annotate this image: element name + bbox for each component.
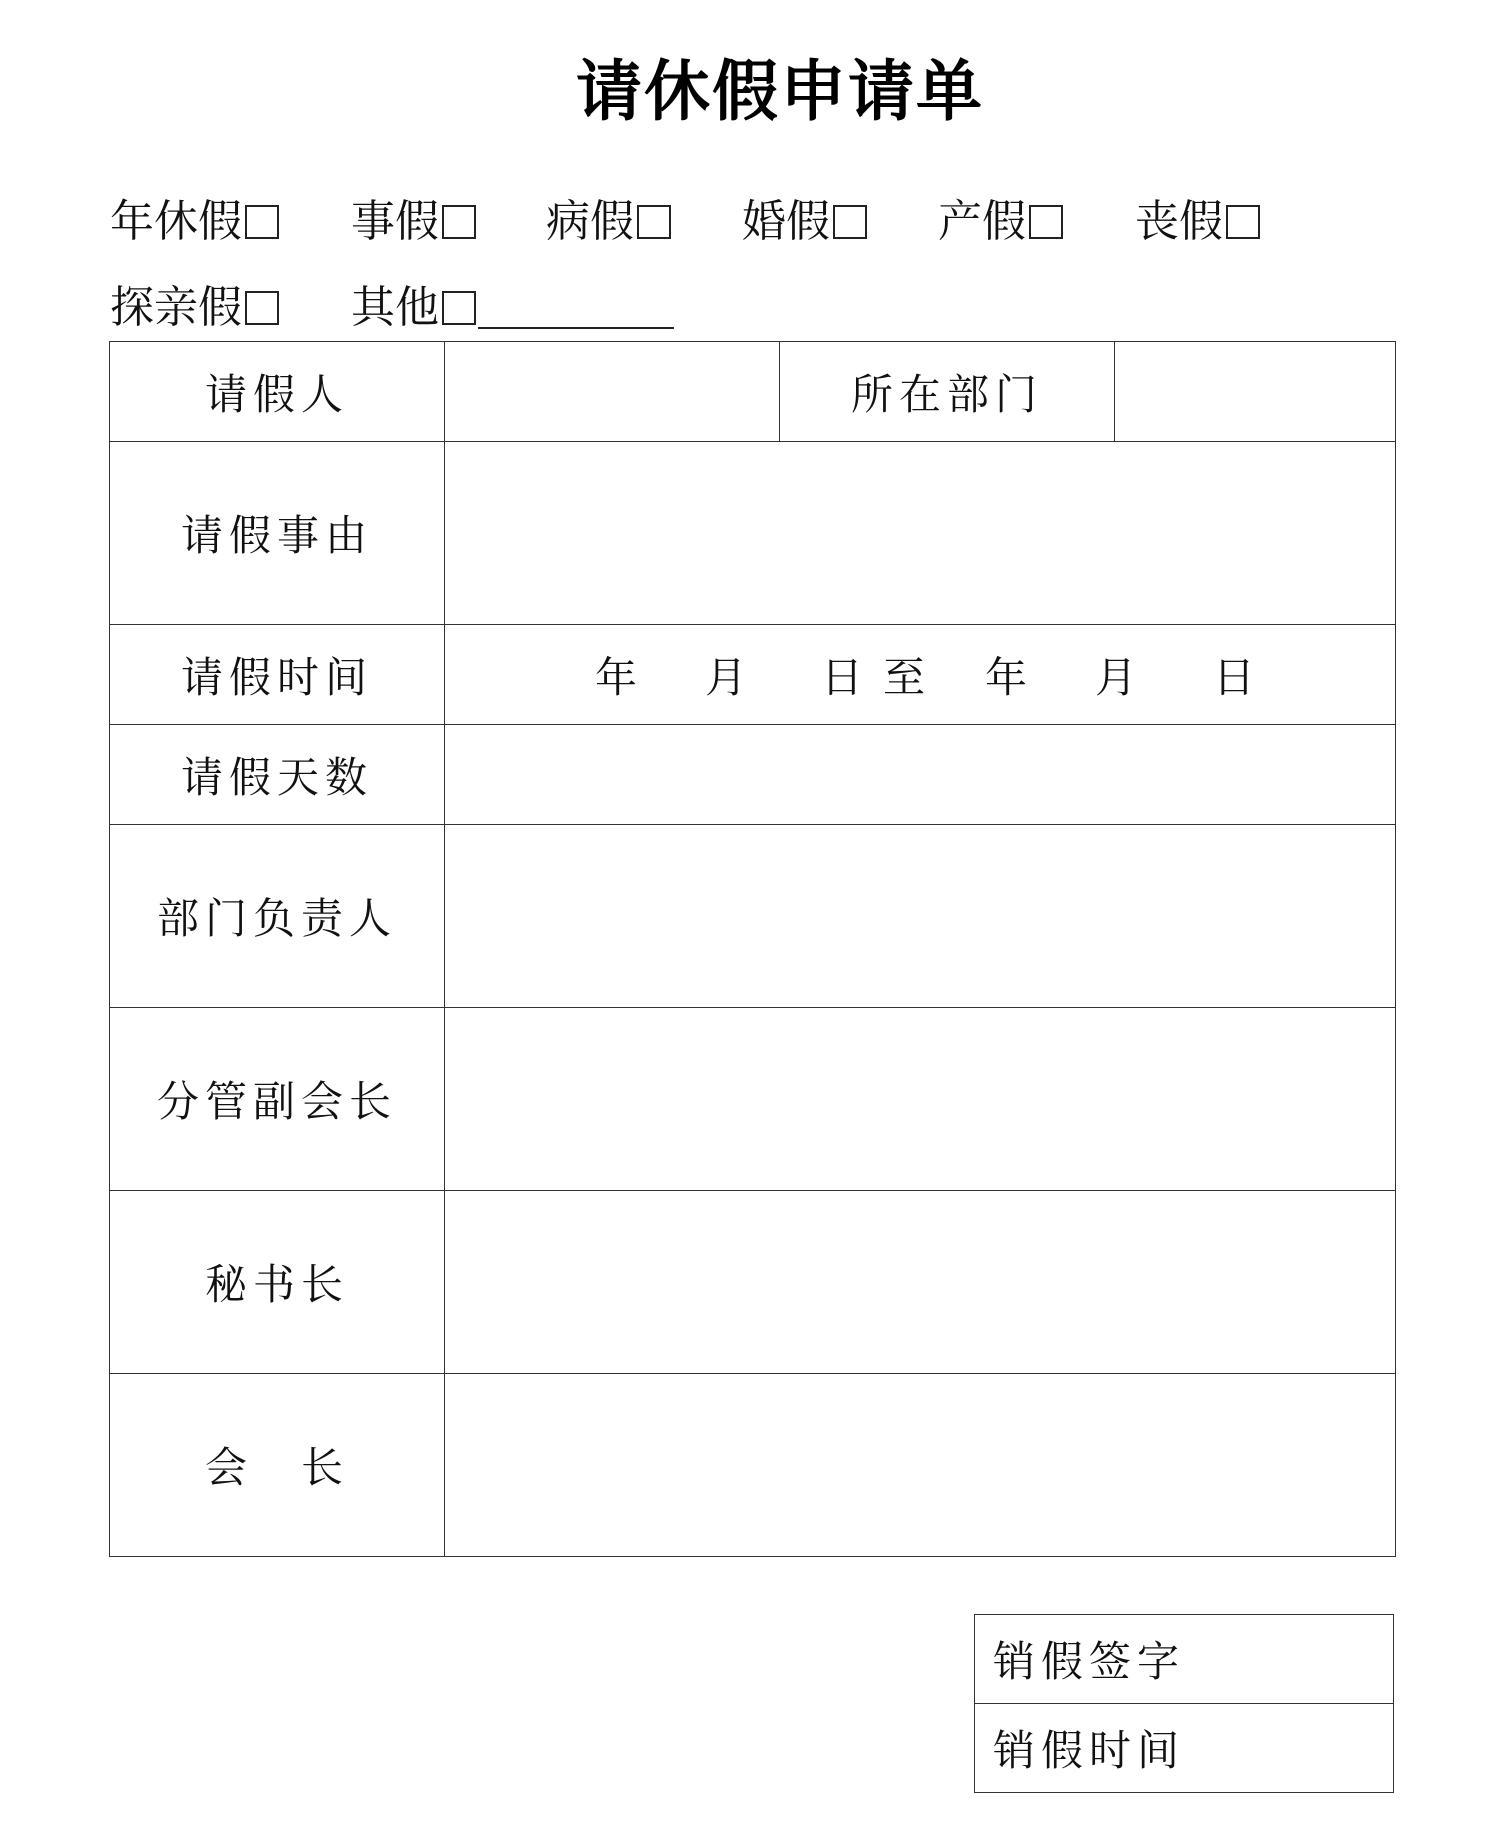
maternity-leave-checkbox[interactable] xyxy=(1029,205,1063,239)
leave-type-label: 其他 xyxy=(351,282,439,333)
cancel-signature-label: 销假签字 xyxy=(993,1637,1186,1686)
cancel-time-label: 销假时间 xyxy=(993,1726,1186,1775)
cancel-signature-field[interactable] xyxy=(975,1615,1394,1704)
bereavement-leave-checkbox[interactable] xyxy=(1226,205,1260,239)
leave-type-marriage xyxy=(742,192,867,252)
vice-president-label: 分管副会长 xyxy=(110,1008,445,1191)
other-leave-checkbox[interactable] xyxy=(442,291,476,325)
leave-type-sick xyxy=(546,192,671,252)
department-field[interactable] xyxy=(1115,342,1396,442)
leave-type-annual xyxy=(110,192,279,252)
document-title: 请休假申请单 xyxy=(576,52,984,130)
secretary-general-field[interactable] xyxy=(445,1191,1396,1374)
annual-leave-checkbox[interactable] xyxy=(245,205,279,239)
applicant-field[interactable] xyxy=(445,342,780,442)
cancel-time-field[interactable] xyxy=(975,1704,1394,1793)
reason-label: 请假事由 xyxy=(110,442,445,625)
personal-leave-checkbox[interactable] xyxy=(442,205,476,239)
days-field[interactable] xyxy=(445,725,1396,825)
sick-leave-checkbox[interactable] xyxy=(637,205,671,239)
dept-head-label: 部门负责人 xyxy=(110,825,445,1008)
reason-row xyxy=(110,442,1396,625)
president-label: 会 长 xyxy=(110,1374,445,1557)
time-field[interactable] xyxy=(445,625,1396,725)
dept-head-field[interactable] xyxy=(445,825,1396,1008)
days-row xyxy=(110,725,1396,825)
leave-type-other xyxy=(351,278,674,338)
family-visit-leave-checkbox[interactable] xyxy=(245,291,279,325)
start-year-unit: 年 xyxy=(595,652,644,702)
start-month-unit: 月 xyxy=(705,652,754,702)
vice-president-row xyxy=(110,1008,1396,1191)
leave-type-label: 病假 xyxy=(546,196,634,247)
marriage-leave-checkbox[interactable] xyxy=(833,205,867,239)
end-month-unit: 月 xyxy=(1095,652,1144,702)
date-range-separator: 至 xyxy=(883,652,932,702)
leave-type-label: 年休假 xyxy=(110,196,242,247)
leave-type-maternity xyxy=(938,192,1063,252)
secretary-general-label: 秘书长 xyxy=(110,1191,445,1374)
leave-type-label: 探亲假 xyxy=(110,282,242,333)
department-label: 所在部门 xyxy=(780,342,1115,442)
cancel-time-row xyxy=(975,1704,1394,1793)
leave-type-bereavement xyxy=(1135,192,1260,252)
leave-type-personal xyxy=(351,192,476,252)
leave-type-label: 丧假 xyxy=(1135,196,1223,247)
reason-field[interactable] xyxy=(445,442,1396,625)
leave-type-label: 事假 xyxy=(351,196,439,247)
start-day-unit: 日 xyxy=(821,652,870,702)
applicant-label: 请假人 xyxy=(110,342,445,442)
dept-head-row xyxy=(110,825,1396,1008)
secretary-general-row xyxy=(110,1191,1396,1374)
vice-president-field[interactable] xyxy=(445,1008,1396,1191)
end-day-unit: 日 xyxy=(1213,652,1262,702)
cancellation-table xyxy=(974,1614,1394,1793)
cancel-signature-row xyxy=(975,1615,1394,1704)
leave-form-table xyxy=(109,341,1396,1557)
time-label: 请假时间 xyxy=(110,625,445,725)
end-year-unit: 年 xyxy=(985,652,1034,702)
time-row xyxy=(110,625,1396,725)
applicant-row xyxy=(110,342,1396,442)
president-field[interactable] xyxy=(445,1374,1396,1557)
leave-type-family-visit xyxy=(110,278,279,338)
president-row xyxy=(110,1374,1396,1557)
leave-type-label: 产假 xyxy=(938,196,1026,247)
other-leave-blank[interactable] xyxy=(478,287,674,329)
leave-type-label: 婚假 xyxy=(742,196,830,247)
days-label: 请假天数 xyxy=(110,725,445,825)
